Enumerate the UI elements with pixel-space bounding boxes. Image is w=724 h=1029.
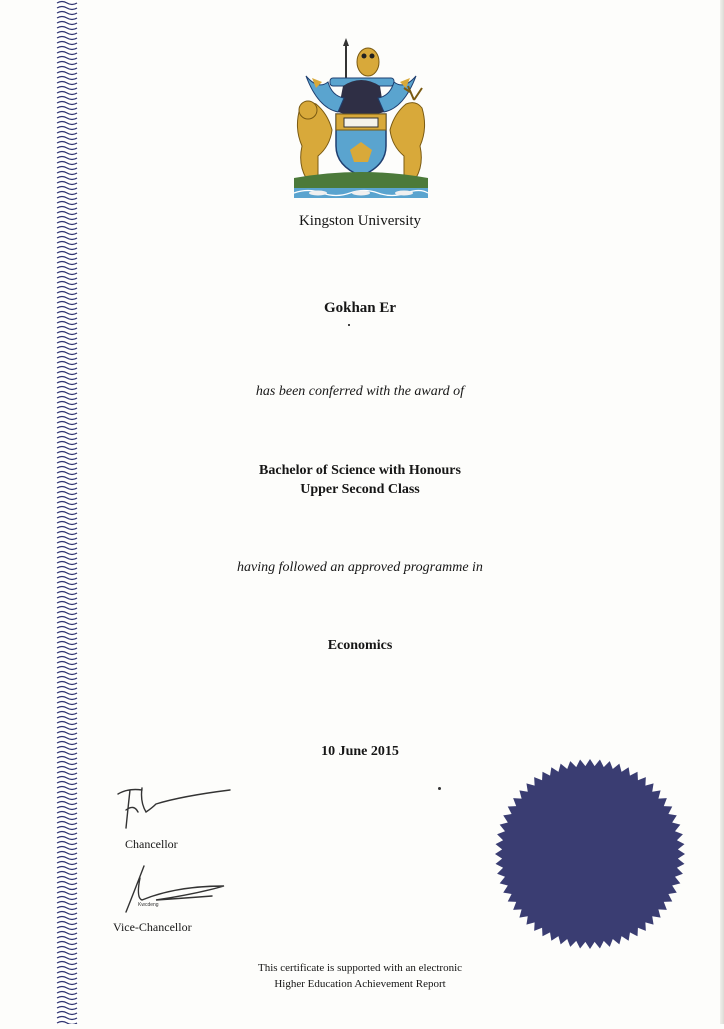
- footer-line-2: Higher Education Achievement Report: [274, 978, 446, 990]
- recipient-name: Gokhan Er: [323, 300, 397, 316]
- decorative-border: [56, 0, 78, 1024]
- award-classification: Upper Second Class: [300, 482, 420, 497]
- programme-text: having followed an approved programme in: [237, 560, 483, 575]
- coat-of-arms-icon: [288, 38, 434, 204]
- footer-line-1: This certificate is supported with an electronic: [257, 962, 463, 974]
- vc-signature-text: Kwcdeng: [138, 902, 159, 908]
- award-title: [80, 461, 640, 499]
- institution-name: Kingston University: [298, 213, 422, 229]
- vice-chancellor-signature: [116, 862, 232, 918]
- footer-note: [80, 960, 640, 992]
- chancellor-label: Chancellor: [125, 837, 178, 851]
- speck: [438, 787, 441, 790]
- chancellor-signature: [112, 782, 236, 834]
- vice-chancellor-label: Vice-Chancellor: [113, 920, 192, 934]
- award-degree: Bachelor of Science with Honours: [259, 463, 461, 478]
- speck: [348, 324, 350, 326]
- embossed-seal-icon: [494, 758, 686, 950]
- award-date: 10 June 2015: [321, 744, 399, 759]
- page-edge: [720, 0, 724, 1024]
- conferral-text: has been conferred with the award of: [255, 384, 465, 399]
- wave-pattern-icon: [56, 0, 78, 1024]
- subject-name: Economics: [327, 638, 393, 653]
